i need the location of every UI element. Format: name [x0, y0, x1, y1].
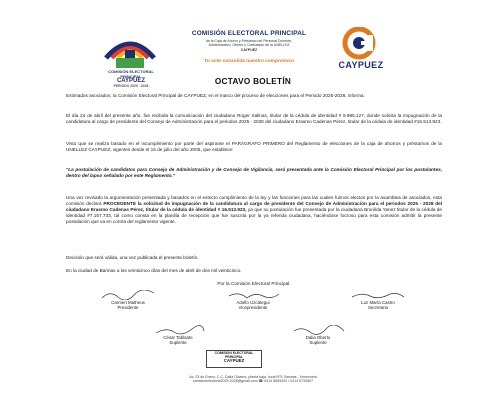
signature-scribble [98, 290, 158, 300]
signer-role: Suplente [169, 340, 187, 346]
signature-scribble [223, 290, 283, 300]
intro-paragraph: Estimados asociados, la Comisión Electoral Principal de CAYPUEZ, en el marco del proceso de elecciones para el Periodo 2025-2028, informa: [66, 93, 365, 98]
footer-address: Av. 23 de Enero, C.C. Dalia Oliveiro, planta baja, local N°5. Barinas - Venezuela [189, 375, 317, 379]
decision-text-c: ya que su postulación fue presentada por la ciudadana Brunilda Yanez titular de la cédula de identidad #7.167.733, tal como consta en la planilla de recepción que fue suscrita por la ya referida ciudadana, haciéndose forzoso para esta comisión admitir la presente postulación que va en contra del reglamento vigente. [66, 207, 442, 224]
left-logo-brand: CAYPUEZ [116, 78, 146, 85]
signer-role: Presidente [117, 305, 139, 311]
stamp-line1: COMISIÓN ELECTORAL PRINCIPAL [214, 351, 254, 359]
signature-scribble [148, 325, 208, 335]
decision-text-a: Una vez revisado la argumentación presentada y basados en el estricto cumplimiento de la ley y las funciones para las cuales fuimos electos por la asamblea de asociados, esta comisión declara [66, 195, 442, 206]
caypuez-logo [331, 27, 387, 61]
signer-name: Adolfo Uzcátegui [236, 300, 270, 305]
grounds-paragraph: Visto que se realiza basado en el incumplimiento por parte del aspirante el PARÁGRAFO PRIMERO del Reglamento de elecciones de la caja de ahorros y préstamos de la UNELLEZ CAYPUEZ, vigentes desde el 15 de julio del año 2005, que establece: [66, 141, 442, 152]
left-logo-period: PERIODO 2025 - 2028 [113, 83, 149, 88]
signer-name: Luz María Castro [361, 300, 395, 305]
bulletin-title: OCTAVO BOLETÍN [214, 77, 292, 86]
commission-stamp [206, 350, 262, 368]
document-page [58, 0, 448, 400]
signature-president [88, 290, 168, 310]
header-subtitle-2: Administrativo, Obrero y Contratado de la UNELLEZ [208, 43, 290, 48]
header-title: COMISIÓN ELECTORAL PRINCIPAL [191, 30, 307, 37]
signature-scribble [288, 325, 348, 335]
left-logo-line1: COMISIÓN ELECTORAL [108, 69, 154, 74]
caypuez-commission-logo [98, 28, 162, 72]
validity-paragraph: Decisión que será válida, una vez publicada el presente boletín. [66, 255, 199, 260]
decision-paragraph [66, 195, 442, 225]
signature-alternate-2 [278, 325, 358, 345]
date-paragraph: En la ciudad de Barinas a los veinticinco días del mes de abril de dos mil veinticinco. [66, 268, 242, 273]
left-logo-line2: PRINCIPAL [120, 73, 142, 79]
signature-alternate-1 [138, 325, 218, 345]
caypuez-wordmark: CAYPUEZ [338, 60, 384, 70]
document-footer [98, 375, 408, 384]
signer-role: Suplente [309, 340, 327, 346]
signature-secretary [338, 290, 418, 310]
signer-name: César Tablante [163, 335, 193, 340]
header-subtitle [170, 39, 328, 52]
signer-role: Secretaria [367, 305, 388, 311]
signature-scribble [348, 290, 408, 300]
header-subtitle-1: de la Caja de Ahorro y Préstamo del Personal Docente, [206, 39, 292, 43]
signature-vicepresident [213, 290, 293, 310]
request-paragraph: El día 24 de abril del presente año, fue recibida la comunicación del ciudadano Roger Salinas, titular de la cédula de identidad # 9.985.127, donde solicita la impugnación de la candidatura al cargo de presidente del Consejo de Administración para el periodos 2025 - 2028 del ciudadano Erasmo Cadenas Pérez, titular de la cédula de identidad #16.513.923. [66, 113, 442, 124]
stamp-line2: CAYPUEZ [223, 358, 245, 363]
closing-line: Por la Comisión Electoral Principal. [217, 281, 291, 286]
signer-role: Vicepresidente [238, 305, 268, 311]
regulation-quote: "La postulación de candidatos para Consejo de Administración y de Consejo de Vigilancia, será presentada ante la Comisión Electoral Principal por los postulantes, dentro del lapso señalado por este Reglamento." [66, 167, 442, 178]
header-slogan: Tu voto consolida nuestro compromiso [204, 59, 294, 64]
signer-name: Dalia Oberto [305, 335, 331, 340]
signer-name: Carmen Matheus [111, 300, 145, 305]
header-subtitle-3: CAYPUEZ [240, 47, 258, 52]
footer-contact: comisionelectoral2025.2028@gmail.com ☎ 0414 5659320 / 0414 5732807 [192, 379, 314, 384]
decision-text-b: PROCEDENTE la solicitud de impugnación de la candidatura al cargo de presidente del Consejo de Administración para el periodos 2025 - 2028 del ciudadano Erasmo Cadenas Pérez, titular de la cédula de identidad # 16.513.923, [66, 201, 443, 212]
